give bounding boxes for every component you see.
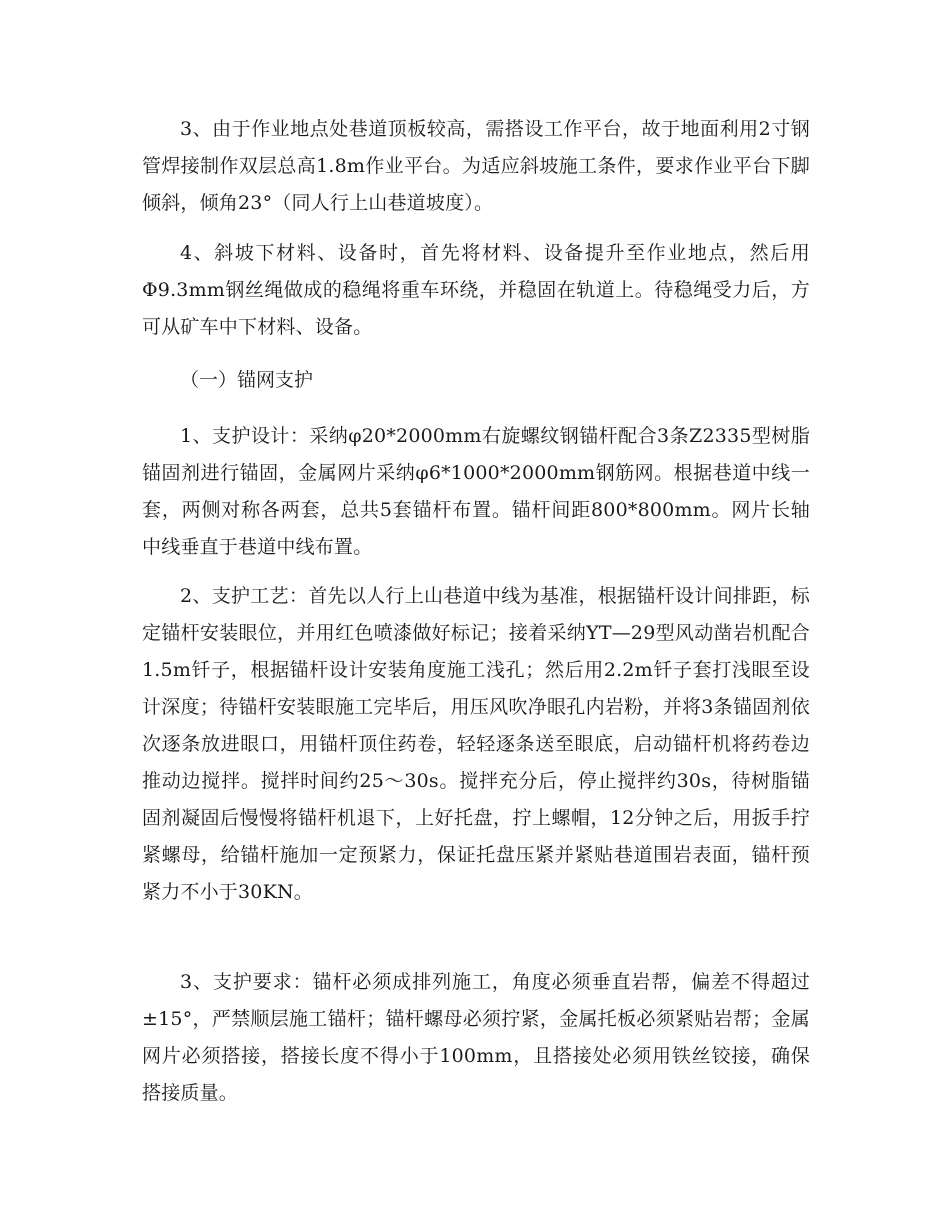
paragraph-support-requirements: 3、支护要求：锚杆必须成排列施工，角度必须垂直岩帮，偏差不得超过±15°，严禁顺层施工锚杆；锚杆螺母必须拧紧，金属托板必须紧贴岩帮；金属网片必须搭接，搭接长度不得小于100mm，且搭接处必须用铁丝铰接，确保搭接质量。 bbox=[142, 971, 810, 1104]
section-heading-anchor-mesh: （一）锚网支护 bbox=[180, 369, 314, 391]
paragraph-support-design: 1、支护设计：采纳φ20*2000mm右旋螺纹钢锚杆配合3条Z2335型树脂锚固剂进行锚固，金属网片采纳φ6*1000*2000mm钢筋网。根据巷道中线一套，两侧对称各两套，总共5套锚杆布置。锚杆间距800*800mm。网片长轴中线垂直于巷道中线布置。 bbox=[142, 425, 810, 558]
paragraph-work-platform: 3、由于作业地点处巷道顶板较高，需搭设工作平台，故于地面利用2寸钢管焊接制作双层总高1.8m作业平台。为适应斜坡施工条件，要求作业平台下脚倾斜，倾角23°（同人行上山巷道坡度）。 bbox=[142, 118, 810, 214]
paragraph-slope-materials: 4、斜坡下材料、设备时，首先将材料、设备提升至作业地点，然后用Φ9.3mm钢丝绳做成的稳绳将重车环绕，并稳固在轨道上。待稳绳受力后，方可从矿车中下材料、设备。 bbox=[142, 242, 810, 338]
paragraph-support-process: 2、支护工艺：首先以人行上山巷道中线为基准，根据锚杆设计间排距，标定锚杆安装眼位，并用红色喷漆做好标记；接着采纳YT—29型风动凿岩机配合1.5m钎子，根据锚杆设计安装角度施工浅孔；然后用2.2m钎子套打浅眼至设计深度；待锚杆安装眼施工完毕后，用压风吹净眼孔内岩粉，并将3条锚固剂依次逐条放进眼口，用锚杆顶住药卷，轻轻逐条送至眼底，启动锚杆机将药卷边推动边搅拌。搅拌时间约25～30s。搅拌充分后，停止搅拌约30s，待树脂锚固剂凝固后慢慢将锚杆机退下，上好托盘，拧上螺帽，12分钟之后，用扳手拧紧螺母，给锚杆施加一定预紧力，保证托盘压紧并紧贴巷道围岩表面，锚杆预紧力不小于30KN。 bbox=[142, 585, 810, 903]
